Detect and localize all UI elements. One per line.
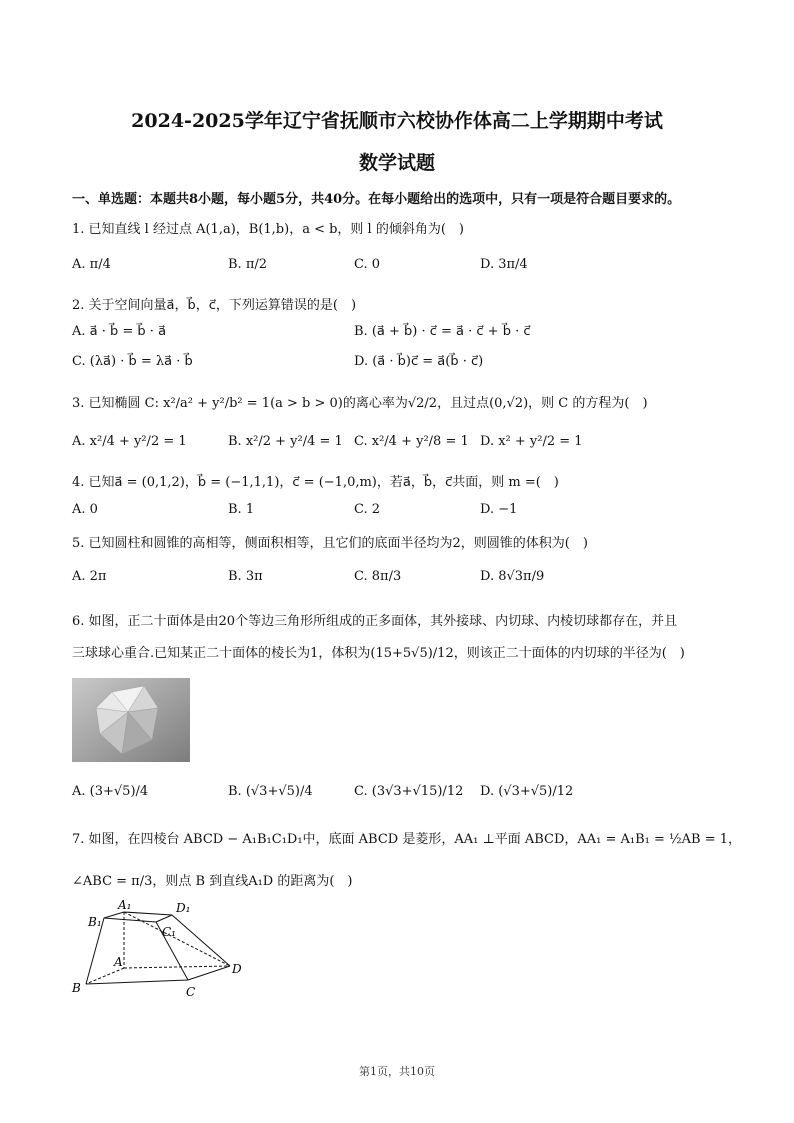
q2-option-c: C. (λa⃗) · b⃗ = λa⃗ · b⃗ (72, 354, 193, 369)
question-4-stem: 4. 已知a⃗ = (0,1,2)，b⃗ = (−1,1,1)，c⃗ = (−1,0,m)，若a⃗，b⃗，c⃗共面，则 m =( ) (72, 475, 559, 490)
q4-option-b: B. 1 (228, 502, 255, 517)
q5-option-c: C. 8π/3 (354, 569, 402, 584)
question-5-stem: 5. 已知圆柱和圆锥的高相等，侧面积相等，且它们的底面半径均为2，则圆锥的体积为( ) (72, 536, 588, 551)
section-heading: 一、单选题：本题共8小题，每小题5分，共40分。在每小题给出的选项中，只有一项是符合题目要求的。 (72, 192, 681, 207)
label-d1: D₁ (176, 901, 191, 915)
q4-option-a: A. 0 (72, 502, 98, 517)
label-a: A (114, 955, 123, 969)
icosahedron-image (72, 678, 190, 762)
q5-option-d: D. 8√3π/9 (480, 569, 545, 584)
q6-option-d: D. (√3+√5)/12 (480, 784, 574, 799)
page-subtitle: 数学试题 (358, 152, 435, 174)
label-b1: B₁ (88, 915, 102, 929)
page-title: 2024-2025学年辽宁省抚顺市六校协作体高二上学期期中考试 (131, 110, 663, 132)
label-a1: A₁ (118, 898, 132, 912)
question-7-stem-line2: ∠ABC = π/3，则点 B 到直线A₁D 的距离为( ) (72, 874, 353, 889)
q4-option-c: C. 2 (354, 502, 381, 517)
q3-option-d: D. x² + y²/2 = 1 (480, 434, 583, 449)
label-c: C (186, 985, 196, 999)
q3-option-b: B. x²/2 + y²/4 = 1 (228, 434, 343, 449)
q2-option-b: B. (a⃗ + b⃗) · c⃗ = a⃗ · c⃗ + b⃗ · c⃗ (354, 324, 531, 339)
page-footer: 第1页，共10页 (359, 1065, 435, 1078)
q4-option-d: D. −1 (480, 502, 518, 517)
label-d: D (232, 962, 242, 976)
q1-option-a: A. π/4 (72, 257, 111, 272)
question-6-stem-line1: 6. 如图，正二十面体是由20个等边三角形所组成的正多面体，其外接球、内切球、内棱切球都存在，并且 (72, 614, 678, 629)
q6-option-c: C. (3√3+√15)/12 (354, 784, 464, 799)
frustum-diagram (68, 898, 258, 1002)
question-7-stem-line1: 7. 如图，在四棱台 ABCD − A₁B₁C₁D₁中，底面 ABCD 是菱形，AA₁ ⊥平面 ABCD，AA₁ = A₁B₁ = ½AB = 1， (72, 832, 742, 847)
q3-option-c: C. x²/4 + y²/8 = 1 (354, 434, 469, 449)
q5-option-a: A. 2π (72, 569, 107, 584)
question-3-stem: 3. 已知椭圆 C: x²/a² + y²/b² = 1(a > b > 0)的离心率为√2/2，且过点(0,√2)，则 C 的方程为( ) (72, 396, 648, 411)
question-2-stem: 2. 关于空间向量a⃗，b⃗，c⃗，下列运算错误的是( ) (72, 298, 357, 313)
q1-option-c: C. 0 (354, 257, 381, 272)
q2-option-d: D. (a⃗ · b⃗)c⃗ = a⃗(b⃗ · c⃗) (354, 354, 484, 369)
q2-option-a: A. a⃗ · b⃗ = b⃗ · a⃗ (72, 324, 167, 339)
q5-option-b: B. 3π (228, 569, 263, 584)
label-b: B (72, 981, 81, 995)
q3-option-a: A. x²/4 + y²/2 = 1 (72, 434, 187, 449)
label-c1: C₁ (162, 925, 176, 939)
q6-option-a: A. (3+√5)/4 (72, 784, 149, 799)
q6-option-b: B. (√3+√5)/4 (228, 784, 313, 799)
question-1-stem: 1. 已知直线 l 经过点 A(1,a)，B(1,b)，a < b，则 l 的倾斜角为( ) (72, 222, 464, 237)
q1-option-d: D. 3π/4 (480, 257, 528, 272)
question-6-stem-line2: 三球球心重合.已知某正二十面体的棱长为1，体积为(15+5√5)/12，则该正二十面体的内切球的半径为( ) (72, 646, 685, 661)
q1-option-b: B. π/2 (228, 257, 268, 272)
